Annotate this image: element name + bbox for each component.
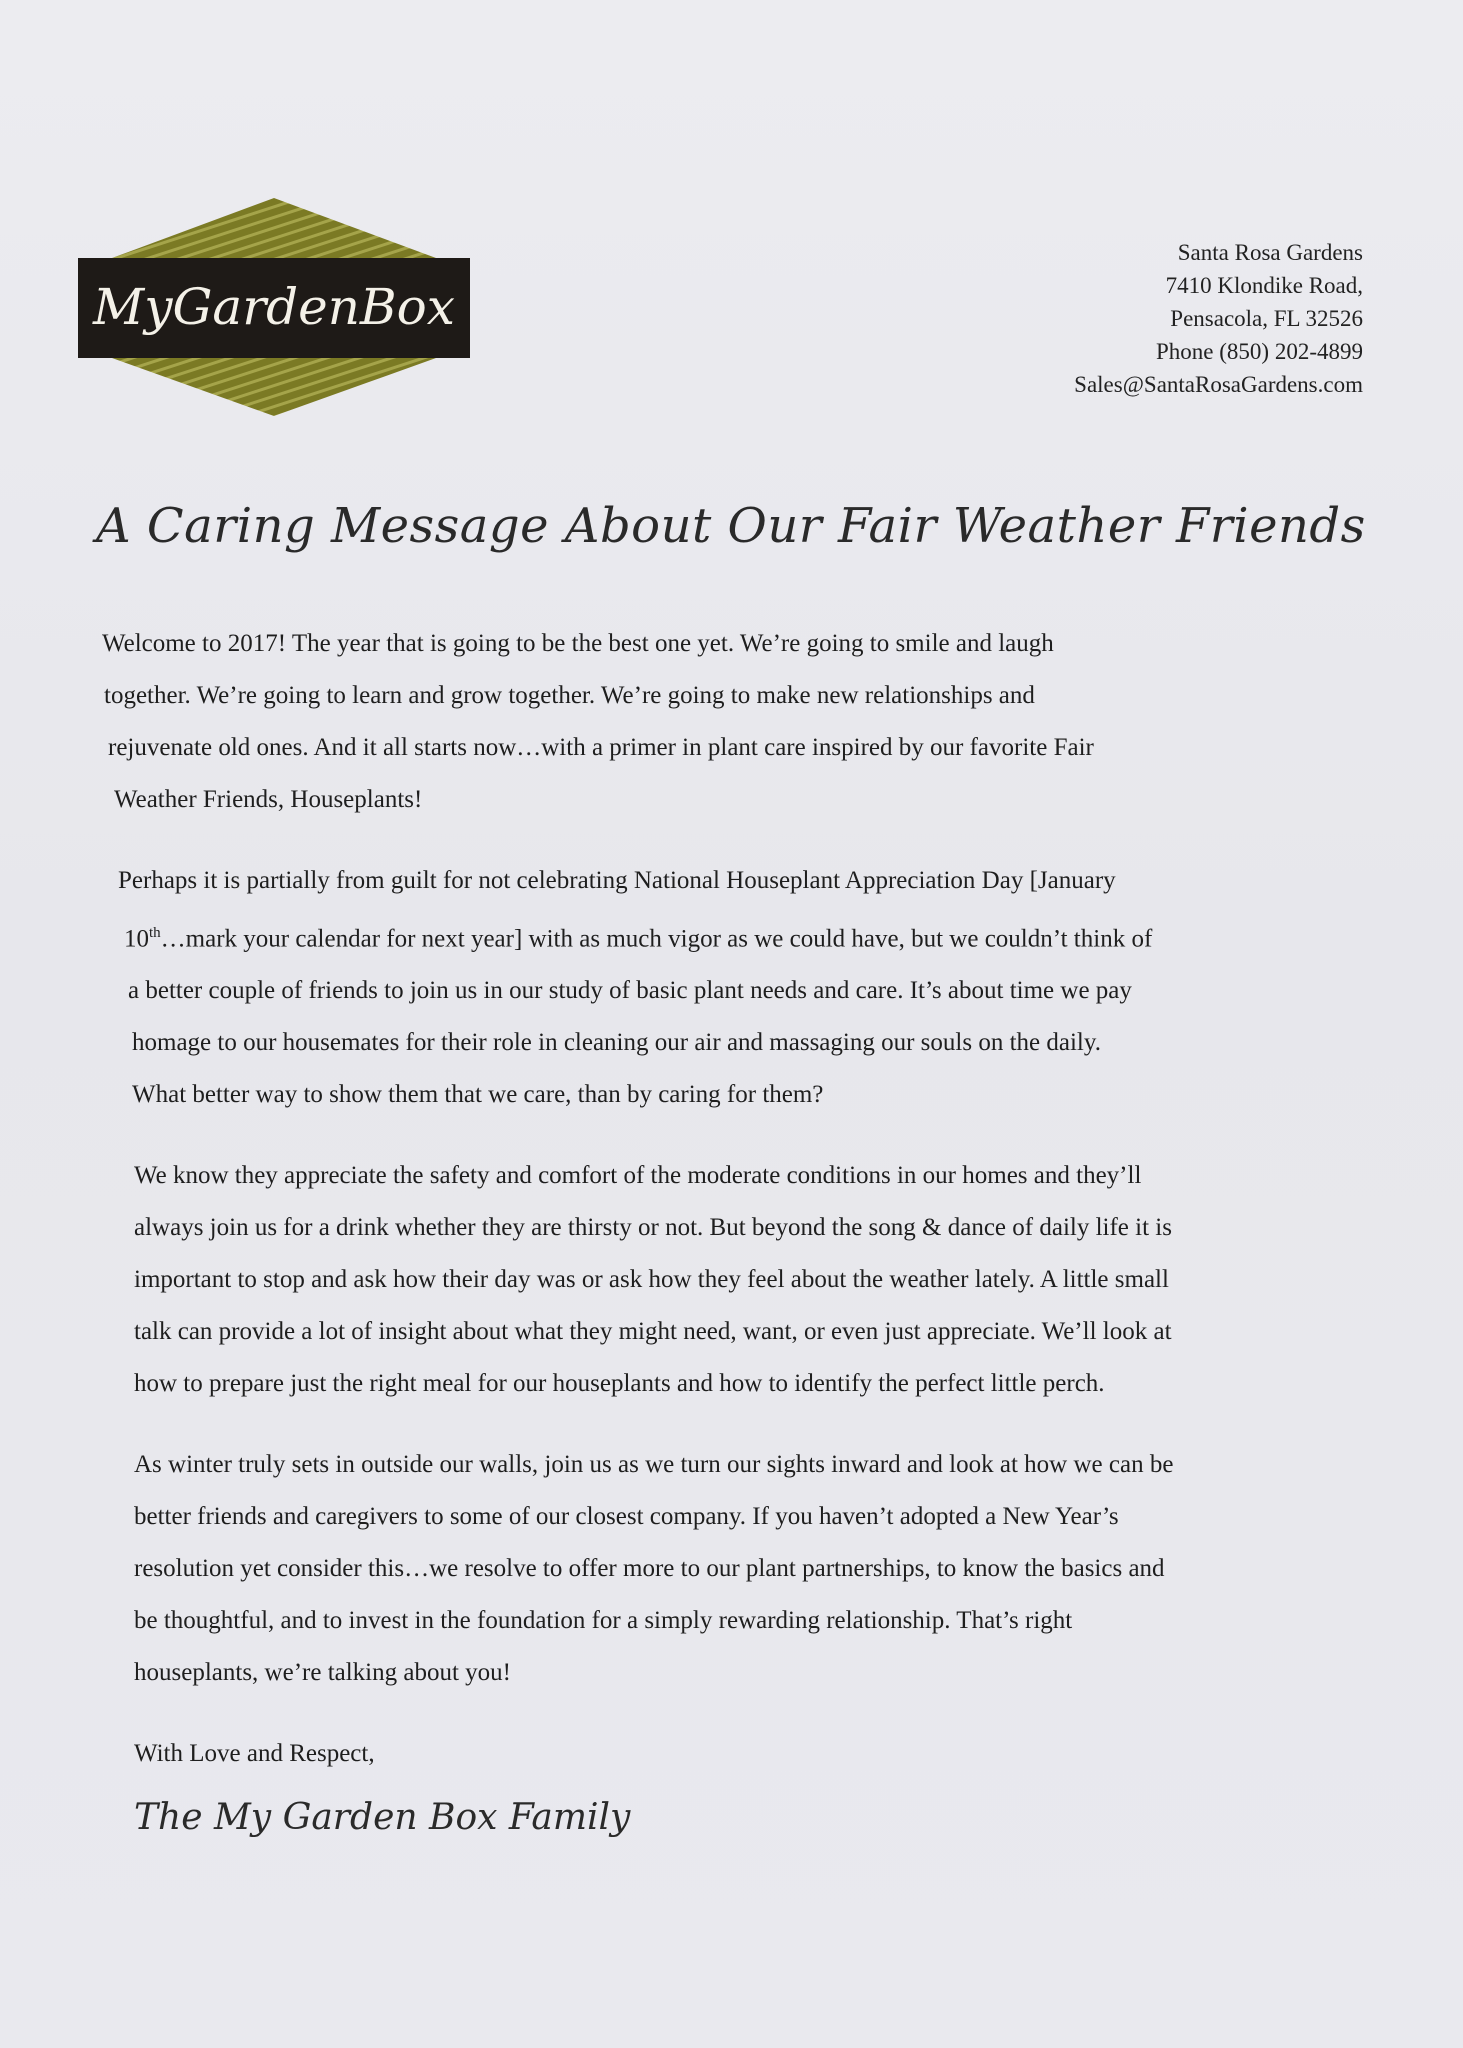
paragraph-line: better friends and caregivers to some of our closest company. If you haven’t adopted a New Year’s <box>134 1503 1119 1531</box>
email-address: Sales@SantaRosaGardens.com <box>1074 372 1363 397</box>
paragraph-line: What better way to show them that we care, than by caring for them? <box>132 1081 824 1109</box>
paragraph-line: rejuvenate old ones. And it all starts now…with a primer in plant care inspired by our favorite Fair <box>108 734 1094 761</box>
paragraph-3 <box>102 1150 1342 1410</box>
paragraph-1 <box>102 618 1342 826</box>
paragraph-line: Weather Friends, Houseplants! <box>114 786 423 813</box>
paragraph-line: together. We’re going to learn and grow together. We’re going to make new relationships and <box>104 682 1035 709</box>
logo-text: MyGardenBox <box>93 278 455 336</box>
paragraph-line: homage to our housemates for their role in cleaning our air and massaging our souls on the daily. <box>132 1029 1101 1057</box>
paragraph-line: We know they appreciate the safety and comfort of the moderate conditions in our homes and they’ll <box>134 1162 1142 1190</box>
paragraph-line <box>118 907 1342 965</box>
paragraph-2 <box>102 855 1342 1121</box>
closing-block <box>102 1728 1342 1844</box>
line-continuation: …mark your calendar for next year] with as much vigor as we could have, but we couldn’t think of <box>160 925 1153 953</box>
paragraph-4 <box>102 1439 1342 1699</box>
paragraph-line: always join us for a drink whether they are thirsty or not. But beyond the song & dance of daily life it is <box>134 1214 1172 1242</box>
signature: The My Garden Box Family <box>134 1797 631 1839</box>
paragraph-line: important to stop and ask how their day was or ask how they feel about the weather lately. A little small <box>134 1266 1169 1294</box>
paragraph-line: houseplants, we’re talking about you! <box>134 1659 511 1687</box>
street-address: 7410 Klondike Road, <box>1165 273 1363 298</box>
paragraph-line: be thoughtful, and to invest in the foundation for a simply rewarding relationship. That’s right <box>134 1607 1073 1635</box>
paragraph-line: Welcome to 2017! The year that is going to be the best one yet. We’re going to smile and laugh <box>102 630 1054 657</box>
logo-bottom-chevron <box>112 358 436 416</box>
paragraph-line: resolution yet consider this…we resolve to offer more to our plant partnerships, to know the basics and <box>134 1555 1165 1583</box>
letter-body <box>102 618 1342 1844</box>
logo-top-chevron <box>112 198 436 258</box>
logo-graphic <box>76 196 472 420</box>
paragraph-line: As winter truly sets in outside our walls, join us as we turn our sights inward and look at how we can be <box>134 1451 1174 1479</box>
date-day: 10 <box>124 925 149 953</box>
closing-salutation: With Love and Respect, <box>134 1740 375 1768</box>
company-name: Santa Rosa Gardens <box>1177 240 1363 265</box>
mygardenbox-logo <box>76 196 472 420</box>
paragraph-line: a better couple of friends to join us in our study of basic plant needs and care. It’s about time we pay <box>128 977 1132 1005</box>
letter-title: A Caring Message About Our Fair Weather Friends <box>96 498 1366 554</box>
phone-number: Phone (850) 202-4899 <box>1156 339 1363 364</box>
paragraph-line: talk can provide a lot of insight about what they might need, want, or even just appreciate. We’ll look at <box>134 1318 1172 1346</box>
ordinal-suffix: th <box>149 925 161 941</box>
company-address-block <box>1074 236 1363 401</box>
paragraph-line: how to prepare just the right meal for our houseplants and how to identify the perfect little perch. <box>134 1370 1105 1398</box>
city-state-zip: Pensacola, FL 32526 <box>1170 306 1363 331</box>
paragraph-line: Perhaps it is partially from guilt for not celebrating National Houseplant Appreciation Day [January <box>118 867 1116 894</box>
